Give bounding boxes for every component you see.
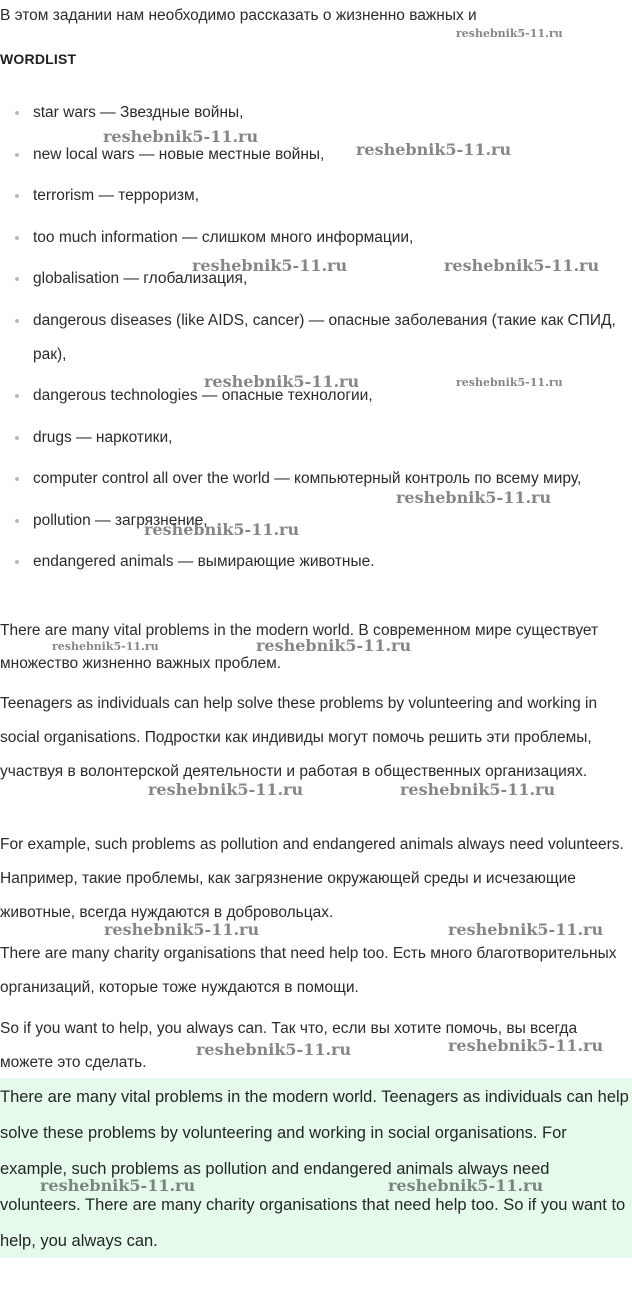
watermark: reshebnik5-11.ru [104,920,260,939]
watermark: reshebnik5-11.ru [400,780,556,799]
watermark: reshebnik5-11.ru [444,256,600,275]
watermark: reshebnik5-11.ru [456,376,563,389]
watermark: reshebnik5-11.ru [396,488,552,507]
watermark: reshebnik5-11.ru [144,520,300,539]
watermark: reshebnik5-11.ru [256,636,412,655]
paragraph: Teenagers as individuals can help solve these problems by volunteering and working in social organisations. Подростки как индивиды могут помочь решить эти проблемы, участвуя в волонтерской деятельности и работая в общественных организациях. [0,695,598,780]
list-item: star wars — Звездные войны, [0,96,632,130]
summary-box: There are many vital problems in the modern world. Teenagers as individuals can help solve these problems by volunteering and working in social organisations. For example, such problems as pollution and endangered animals always need volunteers. There are many charity organisations that need help too. So if you want to help, you always can. [0,1078,632,1258]
list-item: dangerous technologies — опасные технологии, [0,379,632,413]
list-item: too much information — слишком много информации, [0,221,632,255]
watermark: reshebnik5-11.ru [356,140,512,159]
watermark: reshebnik5-11.ru [40,1176,196,1195]
list-item: computer control all over the world — компьютерный контроль по всему миру, [0,462,632,496]
watermark: reshebnik5-11.ru [456,27,563,40]
watermark: reshebnik5-11.ru [448,920,604,939]
watermark: reshebnik5-11.ru [103,127,259,146]
list-item: new local wars — новые местные войны, [0,138,632,172]
watermark: reshebnik5-11.ru [204,372,360,391]
list-item: endangered animals — вымирающие животные. [0,545,632,579]
wordlist-heading: WORDLIST [0,51,77,67]
paragraph: So if you want to help, you always can. Так что, если вы хотите помочь, вы всегда можете это сделать. [0,1020,578,1071]
wordlist [0,96,632,587]
paragraph: There are many vital problems in the modern world. В современном мире существует множество жизненно важных проблем. [0,622,599,672]
paragraph: There are many charity organisations that need help too. Есть много благотворительных организаций, которые тоже нуждаются в помощи. [0,945,617,996]
watermark: reshebnik5-11.ru [448,1036,604,1055]
list-item: drugs — наркотики, [0,421,632,455]
list-item: terrorism — терроризм, [0,179,632,213]
watermark: reshebnik5-11.ru [388,1176,544,1195]
paragraph: For example, such problems as pollution and endangered animals always need volunteers. Например, такие проблемы, как загрязнение окружающей среды и исчезающие животные, всегда нуждаются в добровольцах. [0,836,624,921]
watermark: reshebnik5-11.ru [52,640,159,653]
watermark: reshebnik5-11.ru [196,1040,352,1059]
list-item: dangerous diseases (like AIDS, cancer) — опасные заболевания (такие как СПИД, рак), [0,304,632,372]
intro-text: В этом задании нам необходимо рассказать о жизненно важных и [0,7,477,24]
watermark: reshebnik5-11.ru [148,780,304,799]
list-item: globalisation — глобализация, [0,262,632,296]
watermark: reshebnik5-11.ru [192,256,348,275]
list-item: pollution — загрязнение, [0,504,632,538]
